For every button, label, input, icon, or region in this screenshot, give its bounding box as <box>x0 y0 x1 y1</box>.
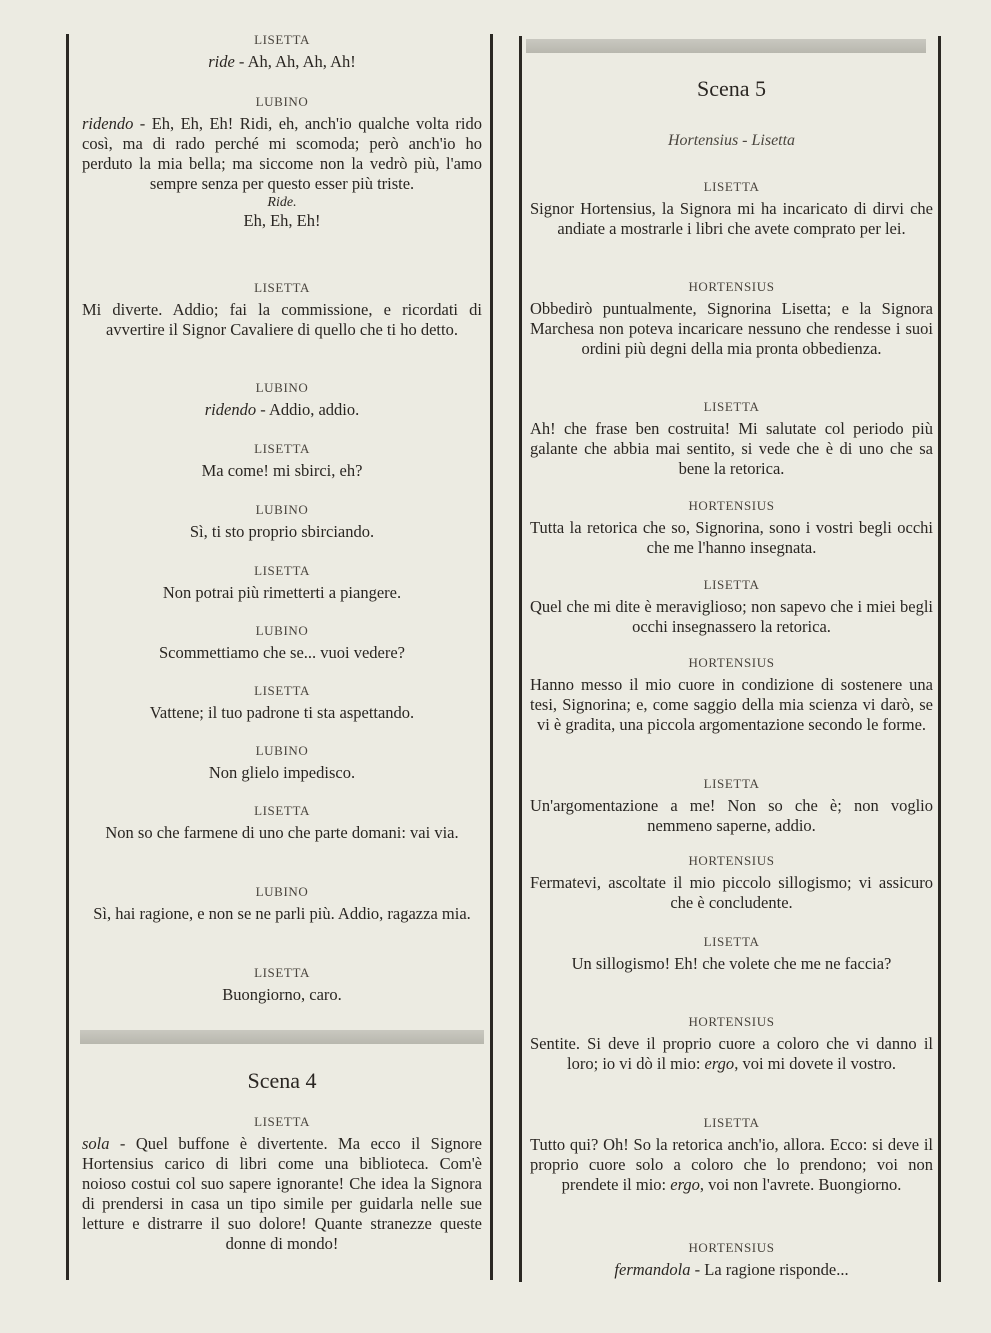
speaker-name: LISETTA <box>703 179 760 194</box>
dialogue-block <box>82 380 482 420</box>
dialogue-text: Sì, ti sto proprio sbirciando. <box>189 522 375 541</box>
right-inner-rule <box>938 36 941 1282</box>
dialogue-block <box>530 279 933 359</box>
dialogue-text: Ma come! mi sbirci, eh? <box>201 461 363 480</box>
dialogue-text: Ah! che frase ben costruita! Mi salutate col periodo più galante che abbia mai sentito, si vede che è di uno che sa bene la retorica. <box>530 419 933 478</box>
speaker-name: LISETTA <box>254 965 310 980</box>
dialogue-text: Obbedirò puntualmente, Signorina Lisetta; e la Signora Marchesa non poteva incaricare nessuno che rendesse i suoi ordini più degni della mia pronta obbedienza. <box>530 299 933 358</box>
dialogue-block <box>82 1114 482 1254</box>
speaker-name: HORTENSIUS <box>688 655 775 670</box>
speaker-name: HORTENSIUS <box>688 498 775 513</box>
dialogue-text: , voi mi dovete il vostro. <box>734 1054 896 1073</box>
dialogue-block <box>530 577 933 637</box>
speaker-name: LISETTA <box>703 934 760 949</box>
scene5-title: Scena 5 <box>696 76 767 101</box>
dialogue-text: Non so che farmene di uno che parte domani: vai via. <box>105 823 459 842</box>
dialogue-text: Hanno messo il mio cuore in condizione di sostenere una tesi, Signorina; e, come saggio della mia scienza vi darò, se vi è gradita, una piccola argomentazione secondo le forme. <box>530 675 933 734</box>
dialogue-text: - Eh, Eh, Eh! Ridi, eh, anch'io qualche volta rido così, ma di rado perché mi scomoda; però anch'io ho perduto la mia bella; ma siccome non la vedrò più, l'amo sempre senza per questo esser più triste. <box>82 114 482 193</box>
dialogue-text: Mi diverte. Addio; fai la commissione, e ricordati di avvertire il Signor Cavaliere di quello che ti ho detto. <box>82 300 482 339</box>
dialogue-block <box>530 853 933 913</box>
dialogue-text: Non glielo impedisco. <box>208 763 356 782</box>
dialogue-block <box>82 441 482 481</box>
speaker-name: LISETTA <box>254 1114 310 1129</box>
speaker-name: LUBINO <box>255 380 309 395</box>
speaker-name: LISETTA <box>703 577 760 592</box>
speaker-name: LISETTA <box>254 280 310 295</box>
stage-direction: fermandola <box>614 1260 691 1279</box>
dialogue-line <box>530 1034 933 1074</box>
dialogue-text: Quel che mi dite è meraviglioso; non sapevo che i miei begli occhi insegnassero la retorica. <box>530 597 933 636</box>
dialogue-block <box>82 94 482 231</box>
dialogue-line <box>530 1135 933 1195</box>
dialogue-text: Fermatevi, ascoltate il mio piccolo sillogismo; vi assicuro che è concludente. <box>530 873 933 912</box>
dialogue-block <box>530 1014 933 1074</box>
dialogue-line <box>82 400 482 420</box>
dialogue-text: Tutto qui? Oh! So la retorica anch'io, allora. Ecco: si deve il proprio cuore solo a coloro che lo prendono; voi non prendete il mio: <box>530 1135 933 1194</box>
dialogue-block <box>82 743 482 783</box>
speaker-name: LUBINO <box>255 743 309 758</box>
dialogue-block <box>530 498 933 558</box>
dialogue-block <box>530 1115 933 1195</box>
stage-direction: ride <box>208 52 235 71</box>
speaker-name: LISETTA <box>254 563 310 578</box>
dialogue-text: Sì, hai ragione, e non se ne parli più. Addio, ragazza mia. <box>93 904 471 923</box>
speaker-name: LUBINO <box>255 884 309 899</box>
dialogue-line <box>530 1260 933 1280</box>
speaker-name: HORTENSIUS <box>688 1240 775 1255</box>
dialogue-text: Un'argomentazione a me! Non so che è; non voglio nemmeno saperne, addio. <box>530 796 933 835</box>
stage-direction: ridendo <box>204 400 257 419</box>
dialogue-block <box>530 179 933 239</box>
dialogue-text: Un sillogismo! Eh! che volete che me ne faccia? <box>571 954 892 973</box>
dialogue-line <box>82 114 482 194</box>
speaker-name: LUBINO <box>255 94 309 109</box>
speaker-name: LUBINO <box>255 623 309 638</box>
stage-direction: ridendo <box>82 114 134 133</box>
dialogue-block <box>530 934 933 974</box>
dialogue-block <box>82 623 482 663</box>
speaker-name: LISETTA <box>703 399 760 414</box>
speaker-name: HORTENSIUS <box>688 1014 775 1029</box>
dialogue-block <box>82 965 482 1005</box>
dialogue-block <box>82 683 482 723</box>
speaker-name: LISETTA <box>254 32 310 47</box>
dialogue-text: - Quel buffone è divertente. Ma ecco il Signore Hortensius carico di libri come una biblioteca. Com'è noioso costui col suo sapere ignorante! Che idea la Signora di prendersi in casa un tipo simile per guidarla nelle sue letture e distrarre il suo dolore! Quante stranezze queste donne di mondo! <box>82 1134 482 1253</box>
dialogue-block <box>530 1240 933 1280</box>
scene4-band <box>80 1030 484 1044</box>
dialogue-text: Scommettiamo che se... vuoi vedere? <box>158 643 406 662</box>
dialogue-block <box>82 884 482 924</box>
dialogue-text: - La ragione risponde... <box>690 1260 849 1279</box>
speaker-name: LISETTA <box>254 683 310 698</box>
left-outer-rule <box>66 34 69 1280</box>
dialogue-block <box>82 803 482 843</box>
dialogue-text: Vattene; il tuo padrone ti sta aspettando. <box>149 703 415 722</box>
dialogue-block <box>82 32 482 72</box>
dialogue-block <box>530 776 933 836</box>
dialogue-text: Non potrai più rimetterti a piangere. <box>162 583 402 602</box>
dialogue-block <box>530 655 933 735</box>
dialogue-line <box>82 1134 482 1254</box>
speaker-name: LISETTA <box>703 776 760 791</box>
dialogue-line <box>82 52 482 72</box>
left-inner-rule <box>490 34 493 1280</box>
right-outer-rule <box>519 36 522 1282</box>
dialogue-text: Signor Hortensius, la Signora mi ha incaricato di dirvi che andiate a mostrarle i libri che avete comprato per lei. <box>530 199 933 238</box>
dialogue-text: , voi non l'avrete. Buongiorno. <box>699 1175 902 1194</box>
dialogue-text: Eh, Eh, Eh! <box>243 211 321 230</box>
dialogue-text: Buongiorno, caro. <box>222 985 342 1004</box>
speaker-name: LISETTA <box>254 803 310 818</box>
dialogue-block <box>82 502 482 542</box>
stage-direction: Ride. <box>267 195 297 210</box>
dialogue-block <box>82 280 482 340</box>
scene4-title: Scena 4 <box>247 1068 317 1093</box>
stage-direction: sola <box>82 1134 110 1153</box>
speaker-name: LISETTA <box>254 441 310 456</box>
dialogue-text: Tutta la retorica che so, Signorina, sono i vostri begli occhi che me l'hanno insegnata. <box>530 518 933 557</box>
dialogue-text: - Ah, Ah, Ah, Ah! <box>234 52 356 71</box>
dialogue-text: - Addio, addio. <box>256 400 360 419</box>
dialogue-block <box>82 563 482 603</box>
speaker-name: LUBINO <box>255 502 309 517</box>
dialogue-text: Sentite. Si deve il proprio cuore a coloro che vi danno il loro; io vi dò il mio: <box>530 1034 933 1073</box>
speaker-name: HORTENSIUS <box>688 279 775 294</box>
latin-word: ergo <box>670 1175 700 1194</box>
scene5-cast: Hortensius - Lisetta <box>667 132 796 149</box>
dialogue-block <box>530 399 933 479</box>
scene5-band <box>526 39 926 53</box>
speaker-name: LISETTA <box>703 1115 760 1130</box>
speaker-name: HORTENSIUS <box>688 853 775 868</box>
latin-word: ergo <box>704 1054 735 1073</box>
